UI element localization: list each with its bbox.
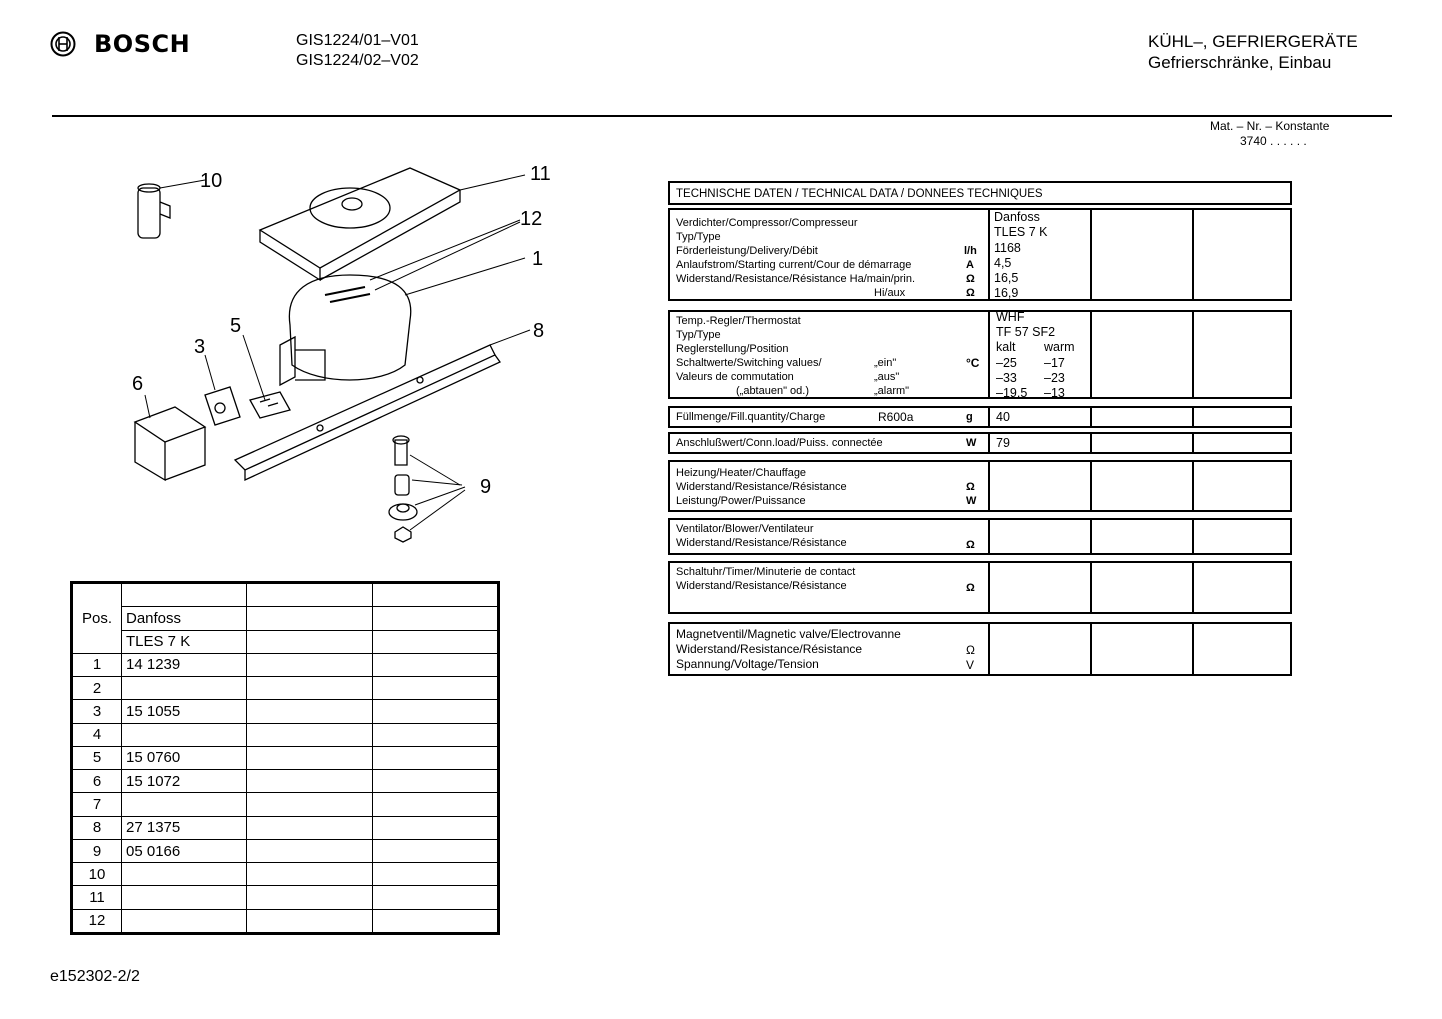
pos-cell: 5 — [73, 746, 122, 769]
thermostat-value: TF 57 SF2 — [996, 325, 1056, 339]
header-rule — [52, 115, 1392, 117]
table-row — [73, 584, 498, 607]
category-subtitle: Gefrierschränke, Einbau — [1148, 53, 1332, 72]
table-cell — [372, 630, 498, 653]
divider — [1090, 624, 1092, 674]
part-number-cell: 27 1375 — [122, 816, 247, 839]
thermostat-section — [668, 310, 1292, 399]
callout-label: 10 — [200, 170, 223, 192]
compressor-value: 16,5 — [994, 271, 1019, 285]
divider — [988, 434, 990, 452]
category-block — [1148, 31, 1358, 73]
power-label: Leistung/Power/Puissance — [676, 495, 806, 507]
heater-label: Heizung/Heater/Chauffage — [676, 467, 807, 479]
divider — [988, 210, 990, 299]
pos-cell: 3 — [73, 700, 122, 723]
unit-label: g — [966, 411, 973, 423]
divider — [1192, 434, 1194, 452]
table-row — [73, 723, 498, 746]
unit-label: l/h — [964, 245, 977, 257]
table-row — [73, 746, 498, 769]
table-cell — [372, 839, 498, 862]
divider — [988, 462, 990, 510]
table-cell — [247, 630, 373, 653]
table-cell — [372, 700, 498, 723]
table-cell — [372, 770, 498, 793]
table-cell — [247, 584, 373, 607]
kalt-header: kalt — [996, 340, 1016, 354]
timer-label: Schaltuhr/Timer/Minuterie de contact — [676, 566, 856, 578]
compressor-section — [668, 208, 1292, 301]
resistance-label: Widerstand/Resistance/Résistance — [676, 537, 847, 549]
fill-quantity-value: 40 — [996, 410, 1010, 424]
unit-label: Ω — [966, 287, 975, 299]
part-8-base-rail — [235, 345, 500, 480]
defrost-label: („abtauen" od.) — [736, 385, 810, 397]
compressor-value: 4,5 — [994, 256, 1012, 270]
pos-cell: 2 — [73, 677, 122, 700]
divider — [1192, 462, 1194, 510]
table-cell — [247, 700, 373, 723]
part-number-cell — [122, 909, 247, 932]
unit-label: Ω — [966, 539, 975, 551]
divider — [988, 563, 990, 612]
table-cell — [372, 886, 498, 909]
unit-label: W — [966, 495, 977, 507]
compressor-value: TLES 7 K — [994, 225, 1048, 239]
kalt-value: –33 — [996, 371, 1017, 385]
model-number: GIS1224/01–V01 — [296, 32, 419, 49]
maker-cell: Danfoss — [122, 607, 247, 630]
resistance-aux-label: Hi/aux — [874, 287, 906, 299]
callout-label: 5 — [230, 315, 242, 337]
divider — [988, 312, 990, 397]
divider — [1090, 563, 1092, 612]
tech-title: TECHNISCHE DATEN / TECHNICAL DATA / DONNEES TECHNIQUES — [676, 188, 1043, 200]
compressor-value: 1168 — [994, 241, 1021, 255]
compressor-label: Verdichter/Compressor/Compresseur — [676, 217, 858, 229]
off-label: „aus" — [874, 371, 900, 383]
table-row — [73, 839, 498, 862]
table-cell — [372, 746, 498, 769]
pos-cell: 6 — [73, 770, 122, 793]
position-label: Reglerstellung/Position — [676, 343, 789, 355]
table-row — [73, 886, 498, 909]
pos-header: Pos. — [73, 584, 122, 654]
warm-value: –13 — [1044, 386, 1065, 400]
table-cell — [247, 816, 373, 839]
table-cell — [372, 909, 498, 932]
warm-value: –23 — [1044, 371, 1065, 385]
warm-header: warm — [1044, 340, 1075, 354]
valve-label: Magnetventil/Magnetic valve/Electrovanne — [676, 627, 901, 641]
resistance-main-label: Widerstand/Resistance/Résistance Ha/main/prin. — [676, 273, 916, 285]
table-cell — [122, 584, 247, 607]
warm-value: –17 — [1044, 356, 1065, 370]
table-row — [73, 653, 498, 676]
kalt-value: –25 — [996, 356, 1017, 370]
table-row — [73, 677, 498, 700]
part-number-cell — [122, 793, 247, 816]
mat-nr-block — [1210, 119, 1329, 149]
table-row — [73, 793, 498, 816]
callout-label: 12 — [520, 208, 543, 230]
mat-nr-value: 3740 . . . . . . — [1240, 134, 1307, 148]
unit-label: Ω — [966, 273, 975, 285]
starting-current-label: Anlaufstrom/Starting current/Cour de démarrage — [676, 259, 912, 271]
part-6-cover-box — [135, 407, 205, 480]
table-cell — [372, 677, 498, 700]
divider — [1192, 408, 1194, 426]
table-cell — [372, 607, 498, 630]
table-cell — [372, 816, 498, 839]
table-row — [73, 700, 498, 723]
part-number-cell: 15 1055 — [122, 700, 247, 723]
model-number: GIS1224/02–V02 — [296, 52, 419, 69]
brand — [50, 30, 190, 58]
resistance-label: Widerstand/Resistance/Résistance — [676, 580, 847, 592]
divider — [988, 624, 990, 674]
resistance-label: Widerstand/Resistance/Résistance — [676, 642, 863, 656]
unit-label: Ω — [966, 643, 975, 657]
commutation-label: Valeurs de commutation — [676, 371, 794, 383]
table-cell — [372, 723, 498, 746]
table-cell — [372, 653, 498, 676]
part-number-cell — [122, 723, 247, 746]
parts-rows — [73, 653, 498, 932]
delivery-label: Förderleistung/Delivery/Débit — [676, 245, 818, 257]
table-cell — [247, 793, 373, 816]
heater-section — [668, 460, 1292, 512]
compressor-value: 16,9 — [994, 286, 1019, 300]
pos-cell: 7 — [73, 793, 122, 816]
compressor-value: Danfoss — [994, 210, 1040, 224]
table-row — [73, 607, 498, 630]
part-5-relay — [250, 392, 290, 418]
callout-label: 8 — [533, 320, 545, 342]
bosch-logo-icon — [50, 31, 76, 57]
divider — [1192, 210, 1194, 299]
table-cell — [247, 723, 373, 746]
type-label: Typ/Type — [676, 231, 721, 243]
table-row — [73, 909, 498, 932]
table-cell — [372, 793, 498, 816]
fill-quantity-label: Füllmenge/Fill.quantity/Charge — [676, 411, 826, 423]
table-row — [73, 816, 498, 839]
connected-load-label: Anschlußwert/Conn.load/Puiss. connectée — [676, 437, 883, 449]
divider — [1192, 520, 1194, 553]
switching-values-label: Schaltwerte/Switching values/ — [676, 357, 822, 369]
tech-title-box — [668, 181, 1292, 205]
divider — [1090, 312, 1092, 397]
pos-cell: 12 — [73, 909, 122, 932]
part-number-cell: 14 1239 — [122, 653, 247, 676]
connected-load-section — [668, 432, 1292, 454]
valve-section — [668, 622, 1292, 676]
part-number-cell: 15 1072 — [122, 770, 247, 793]
table-cell — [247, 607, 373, 630]
table-cell — [247, 909, 373, 932]
connected-load-value: 79 — [996, 436, 1010, 450]
part-number-cell — [122, 677, 247, 700]
pos-cell: 1 — [73, 653, 122, 676]
refrigerant-label: R600a — [878, 410, 914, 424]
unit-label: Ω — [966, 582, 975, 594]
table-cell — [247, 886, 373, 909]
table-row — [73, 770, 498, 793]
divider — [1090, 520, 1092, 553]
type-label: Typ/Type — [676, 329, 721, 341]
type-cell: TLES 7 K — [122, 630, 247, 653]
exploded-parts-diagram — [120, 150, 560, 550]
on-label: „ein" — [874, 357, 897, 369]
part-number-cell: 05 0166 — [122, 839, 247, 862]
celsius-unit: °C — [966, 356, 980, 370]
part-number-cell: 15 0760 — [122, 746, 247, 769]
unit-label: A — [966, 259, 974, 271]
part-number-cell — [122, 886, 247, 909]
parts-table — [70, 581, 500, 935]
divider — [988, 520, 990, 553]
table-cell — [372, 584, 498, 607]
table-cell — [247, 839, 373, 862]
table-row — [73, 630, 498, 653]
part-number-cell — [122, 863, 247, 886]
callout-label: 1 — [532, 248, 544, 270]
table-cell — [247, 770, 373, 793]
table-cell — [372, 863, 498, 886]
part-1-compressor — [280, 275, 411, 385]
divider — [1090, 210, 1092, 299]
unit-label: W — [966, 437, 977, 449]
pos-cell: 4 — [73, 723, 122, 746]
alarm-label: „alarm" — [874, 385, 910, 397]
divider — [1090, 462, 1092, 510]
divider — [1090, 408, 1092, 426]
pos-cell: 10 — [73, 863, 122, 886]
callout-label: 9 — [480, 476, 492, 498]
table-cell — [247, 863, 373, 886]
pos-cell: 8 — [73, 816, 122, 839]
part-11-drip-tray — [260, 168, 460, 280]
divider — [1192, 624, 1194, 674]
table-cell — [247, 653, 373, 676]
pos-cell: 11 — [73, 886, 122, 909]
resistance-label: Widerstand/Resistance/Résistance — [676, 481, 847, 493]
table-cell — [247, 746, 373, 769]
callout-label: 11 — [530, 163, 551, 185]
divider — [1192, 563, 1194, 612]
part-10-capacitor — [138, 184, 170, 238]
table-cell — [247, 677, 373, 700]
fan-section — [668, 518, 1292, 555]
document-code: e152302-2/2 — [50, 968, 140, 985]
fan-label: Ventilator/Blower/Ventilateur — [676, 523, 814, 535]
divider — [988, 408, 990, 426]
callout-label: 3 — [194, 336, 206, 358]
part-9-mounting-set — [389, 436, 417, 542]
table-row — [73, 863, 498, 886]
voltage-label: Spannung/Voltage/Tension — [676, 657, 819, 671]
divider — [1090, 434, 1092, 452]
part-3-starter — [205, 387, 240, 425]
model-list — [296, 31, 419, 71]
divider — [1192, 312, 1194, 397]
category-title: KÜHL–, GEFRIERGERÄTE — [1148, 32, 1358, 51]
fill-quantity-section — [668, 406, 1292, 428]
unit-label: Ω — [966, 481, 975, 493]
brand-name: BOSCH — [94, 30, 191, 58]
thermostat-value: WHF — [996, 310, 1025, 324]
thermostat-label: Temp.-Regler/Thermostat — [676, 315, 801, 327]
timer-section — [668, 561, 1292, 614]
callout-label: 6 — [132, 373, 144, 395]
mat-nr-label: Mat. – Nr. – Konstante — [1210, 119, 1330, 133]
pos-cell: 9 — [73, 839, 122, 862]
unit-label: V — [966, 658, 975, 672]
kalt-value: –19,5 — [996, 386, 1028, 400]
